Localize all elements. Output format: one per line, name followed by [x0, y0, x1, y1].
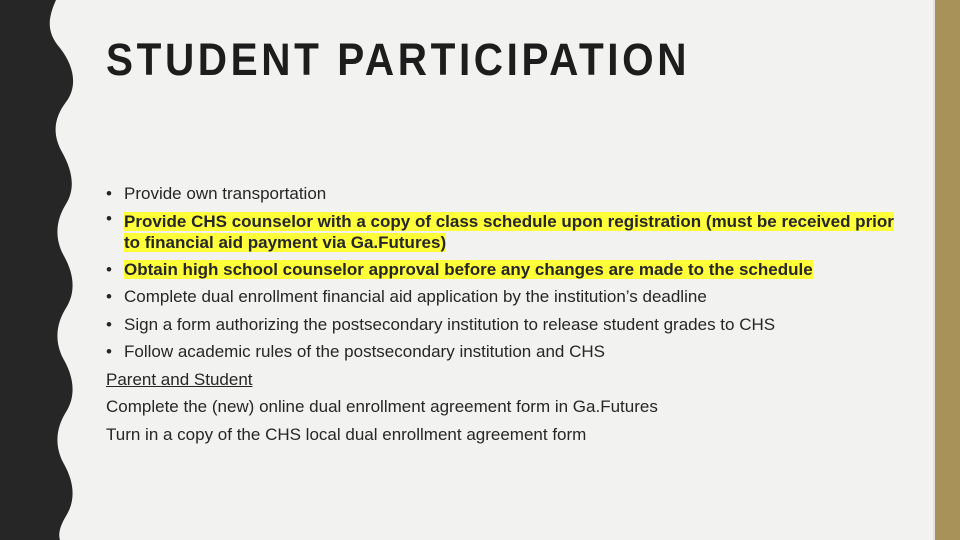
- bullet-item: [106, 311, 906, 339]
- bullet-dot: •: [106, 259, 112, 279]
- bullet-text: Sign a form authorizing the postsecondary institution to release student grades to CHS: [124, 314, 776, 334]
- bullet-text: Complete dual enrollment financial aid application by the institution’s deadline: [124, 287, 707, 306]
- bullet-item: [106, 338, 906, 366]
- bullet-item: [106, 180, 906, 208]
- highlighted-bullet-text: Obtain high school counselor approval before any changes are made to the schedule: [124, 259, 813, 279]
- highlighted-bullet-text: Provide CHS counselor with a copy of class schedule upon registration (must be received prior to financial aid payment via Ga.Futures): [124, 211, 894, 252]
- section-heading: Parent and Student: [106, 369, 253, 389]
- bullet-dot: •: [106, 184, 112, 203]
- bullet-item: [106, 256, 906, 284]
- slide-content: [106, 180, 906, 448]
- bullet-text: Provide own transportation: [124, 184, 327, 203]
- right-accent-band: [935, 0, 960, 540]
- slide-title: STUDENT PARTICIPATION: [106, 34, 691, 85]
- left-wavy-band: [0, 0, 80, 540]
- text-line: Complete the (new) online dual enrollment agreement form in Ga.Futures: [106, 397, 658, 416]
- bullet-item: [106, 283, 906, 311]
- bullet-list: [106, 180, 906, 366]
- bullet-dot: •: [106, 208, 112, 228]
- bullet-dot: •: [106, 287, 112, 306]
- bullet-item: [106, 208, 906, 256]
- text-line: Turn in a copy of the CHS local dual enrollment agreement form: [106, 424, 587, 444]
- bullet-dot: •: [106, 314, 112, 334]
- bullet-dot: •: [106, 342, 112, 361]
- bullet-text: Follow academic rules of the postsecondary institution and CHS: [124, 342, 605, 361]
